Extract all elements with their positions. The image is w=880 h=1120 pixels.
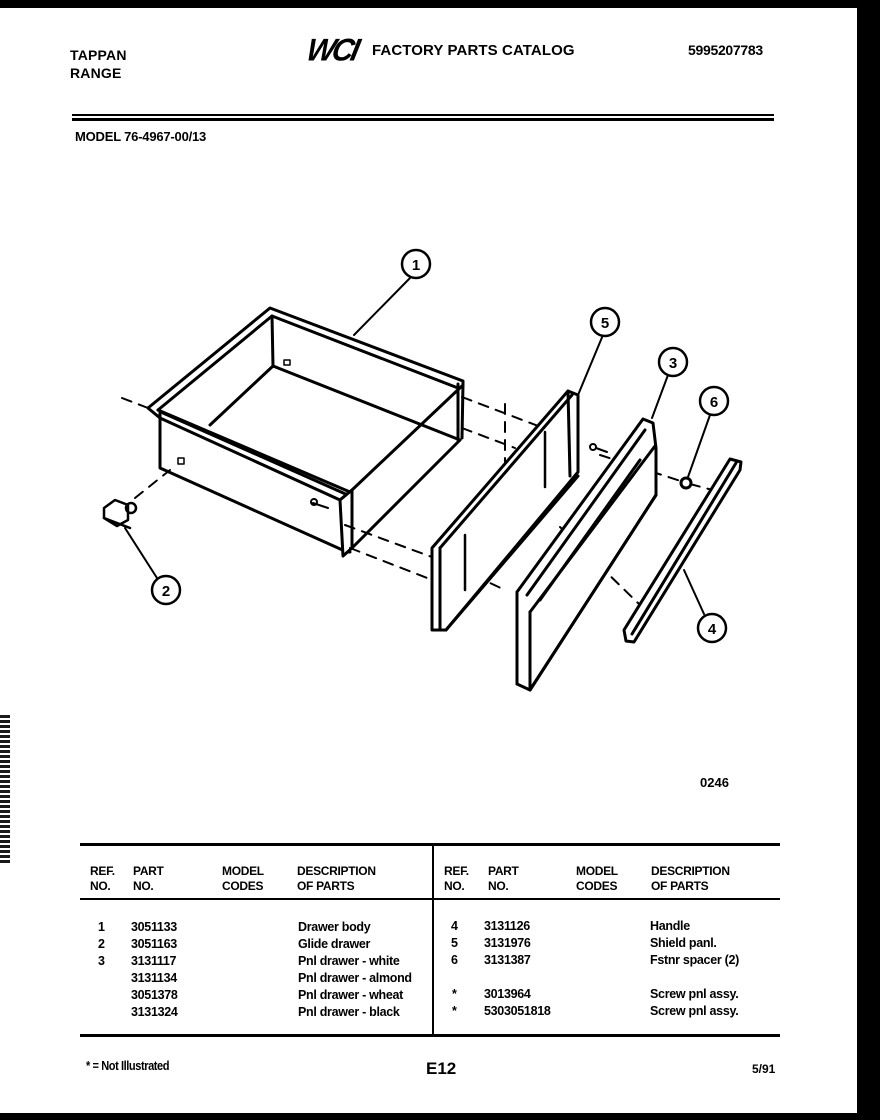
callout-2: 2: [161, 583, 171, 600]
header-description: DESCRIPTION OF PARTS: [297, 864, 376, 893]
callout-3: 3: [668, 355, 678, 372]
catalog-title: FACTORY PARTS CATALOG: [372, 42, 575, 59]
illustration-code: 0246: [700, 775, 729, 790]
fastener-spacer-illustration: [681, 478, 691, 488]
model-number: MODEL 76-4967-00/13: [75, 129, 207, 144]
header-part-no: PART NO.: [133, 864, 164, 893]
right-desc-column-notillustrated: [650, 986, 738, 1020]
callout-4: 4: [707, 621, 717, 638]
table-top-rule: [80, 843, 780, 846]
right-part-column: [484, 918, 531, 969]
right-ref-column: [451, 918, 458, 986]
table-cell-desc: Pnl drawer - almond: [298, 971, 412, 985]
header-ref-no-right: REF. NO.: [444, 864, 469, 893]
table-cell-desc: Pnl drawer - white: [298, 954, 400, 968]
glide-illustration: [104, 500, 136, 528]
table-cell-ref: 1: [98, 920, 105, 934]
table-cell-part: 3131134: [131, 971, 177, 985]
table-cell-desc: Glide drawer: [298, 937, 371, 951]
header-description-right: DESCRIPTION OF PARTS: [651, 864, 730, 893]
table-cell-desc: Pnl drawer - black: [298, 1005, 400, 1019]
not-illustrated-note: * = Not Illustrated: [86, 1058, 170, 1073]
table-cell-ref: 2: [98, 937, 105, 951]
table-cell-part: 3131976: [484, 936, 531, 950]
drawer-body-illustration: [148, 308, 463, 556]
table-cell-part: 3051133: [131, 920, 177, 934]
right-desc-column: [650, 918, 739, 969]
revision-date: 5/91: [752, 1062, 776, 1076]
table-cell-desc: Drawer body: [298, 920, 371, 934]
table-cell-desc: Screw pnl assy.: [650, 1004, 739, 1018]
table-cell-desc: Pnl drawer - wheat: [298, 988, 404, 1002]
callout-1: 1: [411, 257, 421, 274]
table-cell-part: 5303051818: [484, 1004, 551, 1018]
header-ref-no: REF. NO.: [90, 864, 115, 893]
left-ref-column: [98, 919, 105, 970]
table-cell-part: 3131324: [131, 1005, 178, 1019]
left-part-column: [131, 919, 178, 1021]
header-part-no-right: PART NO.: [488, 864, 519, 893]
table-cell-part: 3051163: [131, 937, 177, 951]
table-cell-desc: Handle: [650, 919, 690, 933]
header-model-codes: MODEL CODES: [222, 864, 264, 893]
page-code: E12: [426, 1059, 457, 1078]
table-cell-part: 3051378: [131, 988, 178, 1002]
table-cell-desc: Shield panl.: [650, 936, 717, 950]
table-cell-part: 3131126: [484, 919, 530, 933]
table-cell-part: 3131387: [484, 953, 531, 967]
table-cell-ref: *: [452, 987, 457, 1001]
catalog-number: 5995207783: [688, 42, 763, 58]
table-column-divider: [432, 843, 434, 1036]
left-desc-column: [298, 919, 412, 1021]
right-ref-column-notillustrated: [452, 986, 457, 1020]
table-cell-ref: 5: [451, 936, 458, 950]
callout-6: 6: [709, 394, 719, 411]
wci-logo: WCI: [303, 33, 361, 68]
table-cell-ref: 6: [451, 953, 458, 967]
table-cell-ref: 3: [98, 954, 105, 968]
right-part-column-notillustrated: [484, 986, 551, 1020]
table-cell-ref: 4: [451, 919, 458, 933]
table-cell-ref: *: [452, 1004, 457, 1018]
product-name: RANGE: [70, 65, 122, 81]
table-header-rule: [80, 898, 780, 900]
header-model-codes-right: MODEL CODES: [576, 864, 618, 893]
table-cell-part: 3013964: [484, 987, 531, 1001]
table-bottom-rule: [80, 1034, 780, 1037]
table-cell-desc: Fstnr spacer (2): [650, 953, 739, 967]
callout-5: 5: [600, 315, 610, 332]
table-cell-desc: Screw pnl assy.: [650, 987, 739, 1001]
table-cell-part: 3131117: [131, 954, 177, 968]
brand-name: TAPPAN: [70, 47, 127, 63]
